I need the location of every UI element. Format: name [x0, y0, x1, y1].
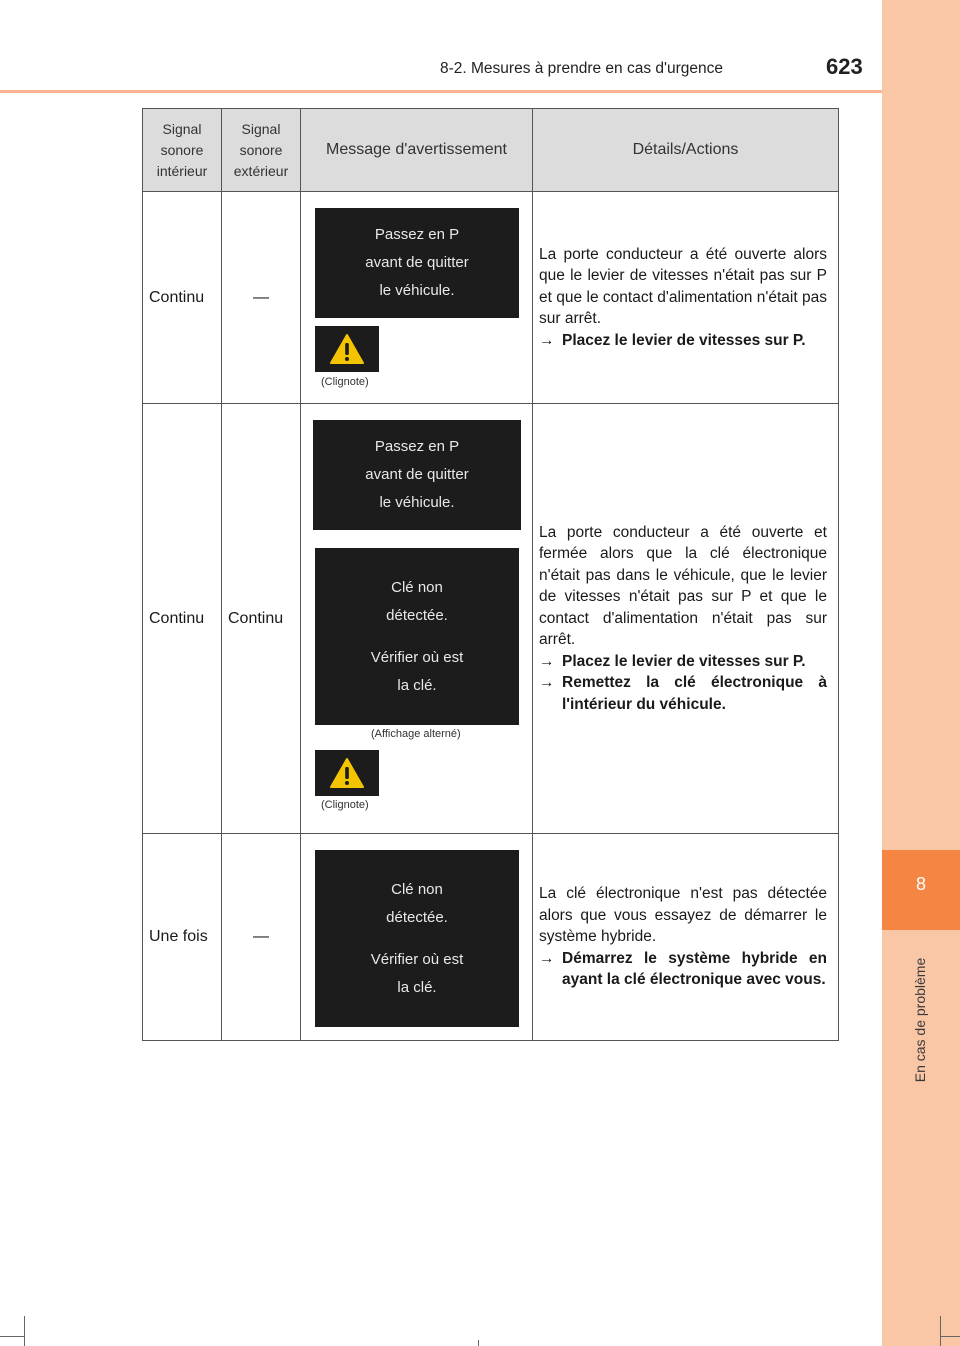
- warning-triangle-icon: [315, 326, 379, 372]
- action-text: Remettez la clé électronique à l'intérieur du véhicule.: [562, 674, 827, 713]
- section-title: 8-2. Mesures à prendre en cas d'urgence: [440, 60, 723, 77]
- chapter-title: [908, 945, 932, 1095]
- crop-mark: [0, 1336, 24, 1337]
- screen-line: Passez en P: [374, 226, 460, 243]
- screen-line: Passez en P: [374, 438, 460, 455]
- header-text: sonore: [239, 141, 283, 158]
- arrow-icon: →: [539, 949, 555, 967]
- screen-line: Vérifier où est: [370, 950, 464, 968]
- warning-message-cell: [301, 192, 533, 404]
- header-text: extérieur: [233, 162, 289, 179]
- header-text: Signal: [241, 120, 281, 137]
- header-internal-signal: [143, 109, 222, 192]
- table-row: [143, 192, 839, 404]
- screen-line: Clé non: [391, 578, 443, 596]
- screen-line: détectée.: [386, 606, 448, 624]
- crop-mark: [478, 1340, 479, 1346]
- details-text: La porte conducteur a été ouverte alors que le levier de vitesses n'était pas sur P et que le contact d'alimentation n'était pas sur arrêt.: [539, 245, 827, 328]
- details-text: La clé électronique n'est pas détectée alors que vous essayez de démarrer le système hybride.: [539, 885, 827, 946]
- action-text: Démarrez le système hybride en ayant la clé électronique avec vous.: [562, 949, 827, 989]
- screen-line: avant de quitter: [365, 254, 469, 271]
- warning-triangle-icon: [315, 750, 379, 796]
- details-text: La porte conducteur a été ouverte et fermée alors que la clé électronique n'était pas dans le véhicule, que le levier de vitesses n'était pas sur P et que le contact d'alimentation n'était pas sur arrêt.: [539, 523, 827, 649]
- action-item: [539, 651, 827, 673]
- display-screen: [315, 548, 519, 725]
- action-item: [539, 330, 827, 352]
- header-details-actions: Détails/Actions: [533, 109, 839, 192]
- action-text: Placez le levier de vitesses sur P.: [562, 652, 806, 670]
- header-text: sonore: [160, 141, 204, 158]
- details-cell: [533, 834, 839, 1041]
- screen-line: le véhicule.: [379, 282, 455, 299]
- internal-signal-cell: Continu: [143, 192, 222, 404]
- table-row: [143, 404, 839, 834]
- screen-spacer: [315, 932, 519, 946]
- warning-message-cell: [301, 404, 533, 834]
- page-number: 623: [826, 54, 863, 79]
- crop-mark: [940, 1336, 960, 1337]
- blink-caption: (Clignote): [321, 799, 369, 811]
- header-warning-message: Message d'avertissement: [301, 109, 533, 192]
- screen-line: Vérifier où est: [370, 648, 464, 666]
- external-signal-cell: —: [222, 834, 301, 1041]
- details-cell: [533, 192, 839, 404]
- header-divider: [0, 90, 882, 93]
- action-item: [539, 672, 827, 715]
- screen-line: détectée.: [386, 908, 448, 926]
- chapter-side-strip: [882, 0, 960, 1346]
- chapter-number: 8: [915, 874, 926, 894]
- table-header-row: [143, 109, 839, 192]
- action-text: Placez le levier de vitesses sur P.: [562, 331, 806, 349]
- external-signal-cell: Continu: [222, 404, 301, 834]
- header-text: Signal: [162, 120, 202, 137]
- arrow-icon: →: [539, 674, 555, 692]
- header-text: intérieur: [156, 162, 208, 179]
- screen-line: la clé.: [397, 676, 437, 694]
- action-item: [539, 948, 827, 991]
- chapter-title-text: En cas de problème: [912, 957, 928, 1083]
- display-screen: [315, 850, 519, 1027]
- header-external-signal: [222, 109, 301, 192]
- alternate-display-caption: (Affichage alterné): [371, 728, 461, 740]
- table-row: [143, 834, 839, 1041]
- arrow-icon: →: [539, 652, 555, 670]
- warning-table: [142, 108, 839, 1041]
- screen-line: le véhicule.: [379, 494, 455, 511]
- crop-mark: [24, 1316, 25, 1346]
- display-screen: [315, 208, 519, 318]
- internal-signal-cell: Continu: [143, 404, 222, 834]
- display-screen: [313, 420, 521, 530]
- screen-line: avant de quitter: [365, 466, 469, 483]
- crop-mark: [940, 1316, 941, 1346]
- external-signal-cell: —: [222, 192, 301, 404]
- internal-signal-cell: Une fois: [143, 834, 222, 1041]
- arrow-icon: →: [539, 331, 555, 349]
- screen-line: la clé.: [397, 978, 437, 996]
- screen-line: Clé non: [391, 880, 443, 898]
- warning-message-cell: [301, 834, 533, 1041]
- details-cell: [533, 404, 839, 834]
- screen-spacer: [315, 630, 519, 644]
- blink-caption: (Clignote): [321, 376, 369, 388]
